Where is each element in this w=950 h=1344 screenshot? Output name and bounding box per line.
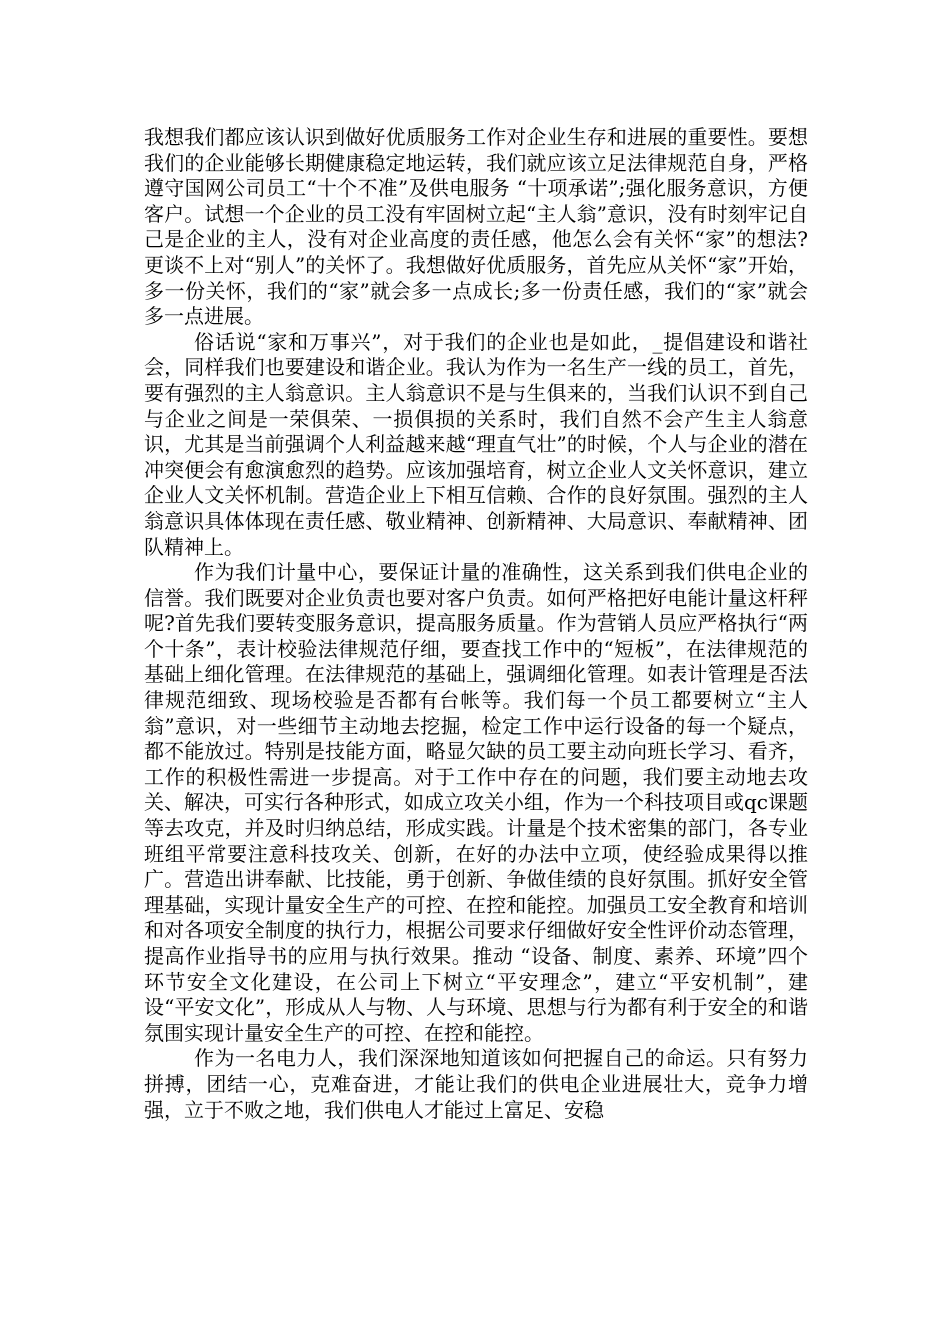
- document-body: [144, 125, 808, 1123]
- paragraph-4: 作为一名电力人，我们深深地知道该如何把握自己的命运。只有努力拼搏，团结一心，克难奋进，才能让我们的供电企业进展壮大，竞争力增强，立于不败之地，我们供电人才能过上富足、安稳: [144, 1046, 808, 1122]
- paragraph-2: 俗话说“家和万事兴”，对于我们的企业也是如此，_提倡建设和谐社会，同样我们也要建设和谐企业。我认为作为一名生产一线的员工，首先，要有强烈的主人翁意识。主人翁意识不是与生俱来的，当我们认识不到自己与企业之间是一荣俱荣、一损俱损的关系时，我们自然不会产生主人翁意识，尤其是当前强调个人利益越来越“理直气壮”的时候，个人与企业的潜在冲突便会有愈演愈烈的趋势。应该加强培育，树立企业人文关怀意识，建立企业人文关怀机制。营造企业上下相互信赖、合作的良好氛围。强烈的主人翁意识具体体现在责任感、敬业精神、创新精神、大局意识、奉献精神、团队精神上。: [144, 329, 808, 559]
- paragraph-1: 我想我们都应该认识到做好优质服务工作对企业生存和进展的重要性。要想我们的企业能够长期健康稳定地运转，我们就应该立足法律规范自身，严格遵守国网公司员工“十个不准”及供电服务 “十项承诺”;强化服务意识，方便客户。试想一个企业的员工没有牢固树立起“主人翁”意识，没有时刻牢记自己是企业的主人，没有对企业高度的责任感，他怎么会有关怀“家”的想法?更谈不上对“别人”的关怀了。我想做好优质服务，首先应从关怀“家”开始，多一份关怀，我们的“家”就会多一点成长;多一份责任感，我们的“家”就会多一点进展。: [144, 125, 808, 329]
- paragraph-3: 作为我们计量中心，要保证计量的准确性，这关系到我们供电企业的信誉。我们既要对企业负责也要对客户负责。如何严格把好电能计量这杆秤呢?首先我们要转变服务意识，提高服务质量。作为营销人员应严格执行“两个十条”，表计校验法律规范仔细，要查找工作中的“短板”，在法律规范的基础上细化管理。在法律规范的基础上，强调细化管理。如表计管理是否法律规范细致、现场校验是否都有台帐等。我们每一个员工都要树立“主人翁”意识，对一些细节主动地去挖掘，检定工作中运行设备的每一个疑点，都不能放过。特别是技能方面，略显欠缺的员工要主动向班长学习、看齐，工作的积极性需进一步提高。对于工作中存在的问题，我们要主动地去攻关、解决，可实行各种形式，如成立攻关小组，作为一个科技项目或qc课题等去攻克，并及时归纳总结，形成实践。计量是个技术密集的部门，各专业班组平常要注意科技攻关、创新，在好的办法中立项，使经验成果得以推广。营造出讲奉献、比技能，勇于创新、争做佳绩的良好氛围。抓好安全管理基础，实现计量安全生产的可控、在控和能控。加强员工安全教育和培训和对各项安全制度的执行力，根据公司要求仔细做好安全性评价动态管理，提高作业指导书的应用与执行效果。推动 “设备、制度、素养、环境”四个环节安全文化建设，在公司上下树立“平安理念”，建立“平安机制”，建设“平安文化”，形成从人与物、人与环境、思想与行为都有利于安全的和谐氛围实现计量安全生产的可控、在控和能控。: [144, 560, 809, 1045]
